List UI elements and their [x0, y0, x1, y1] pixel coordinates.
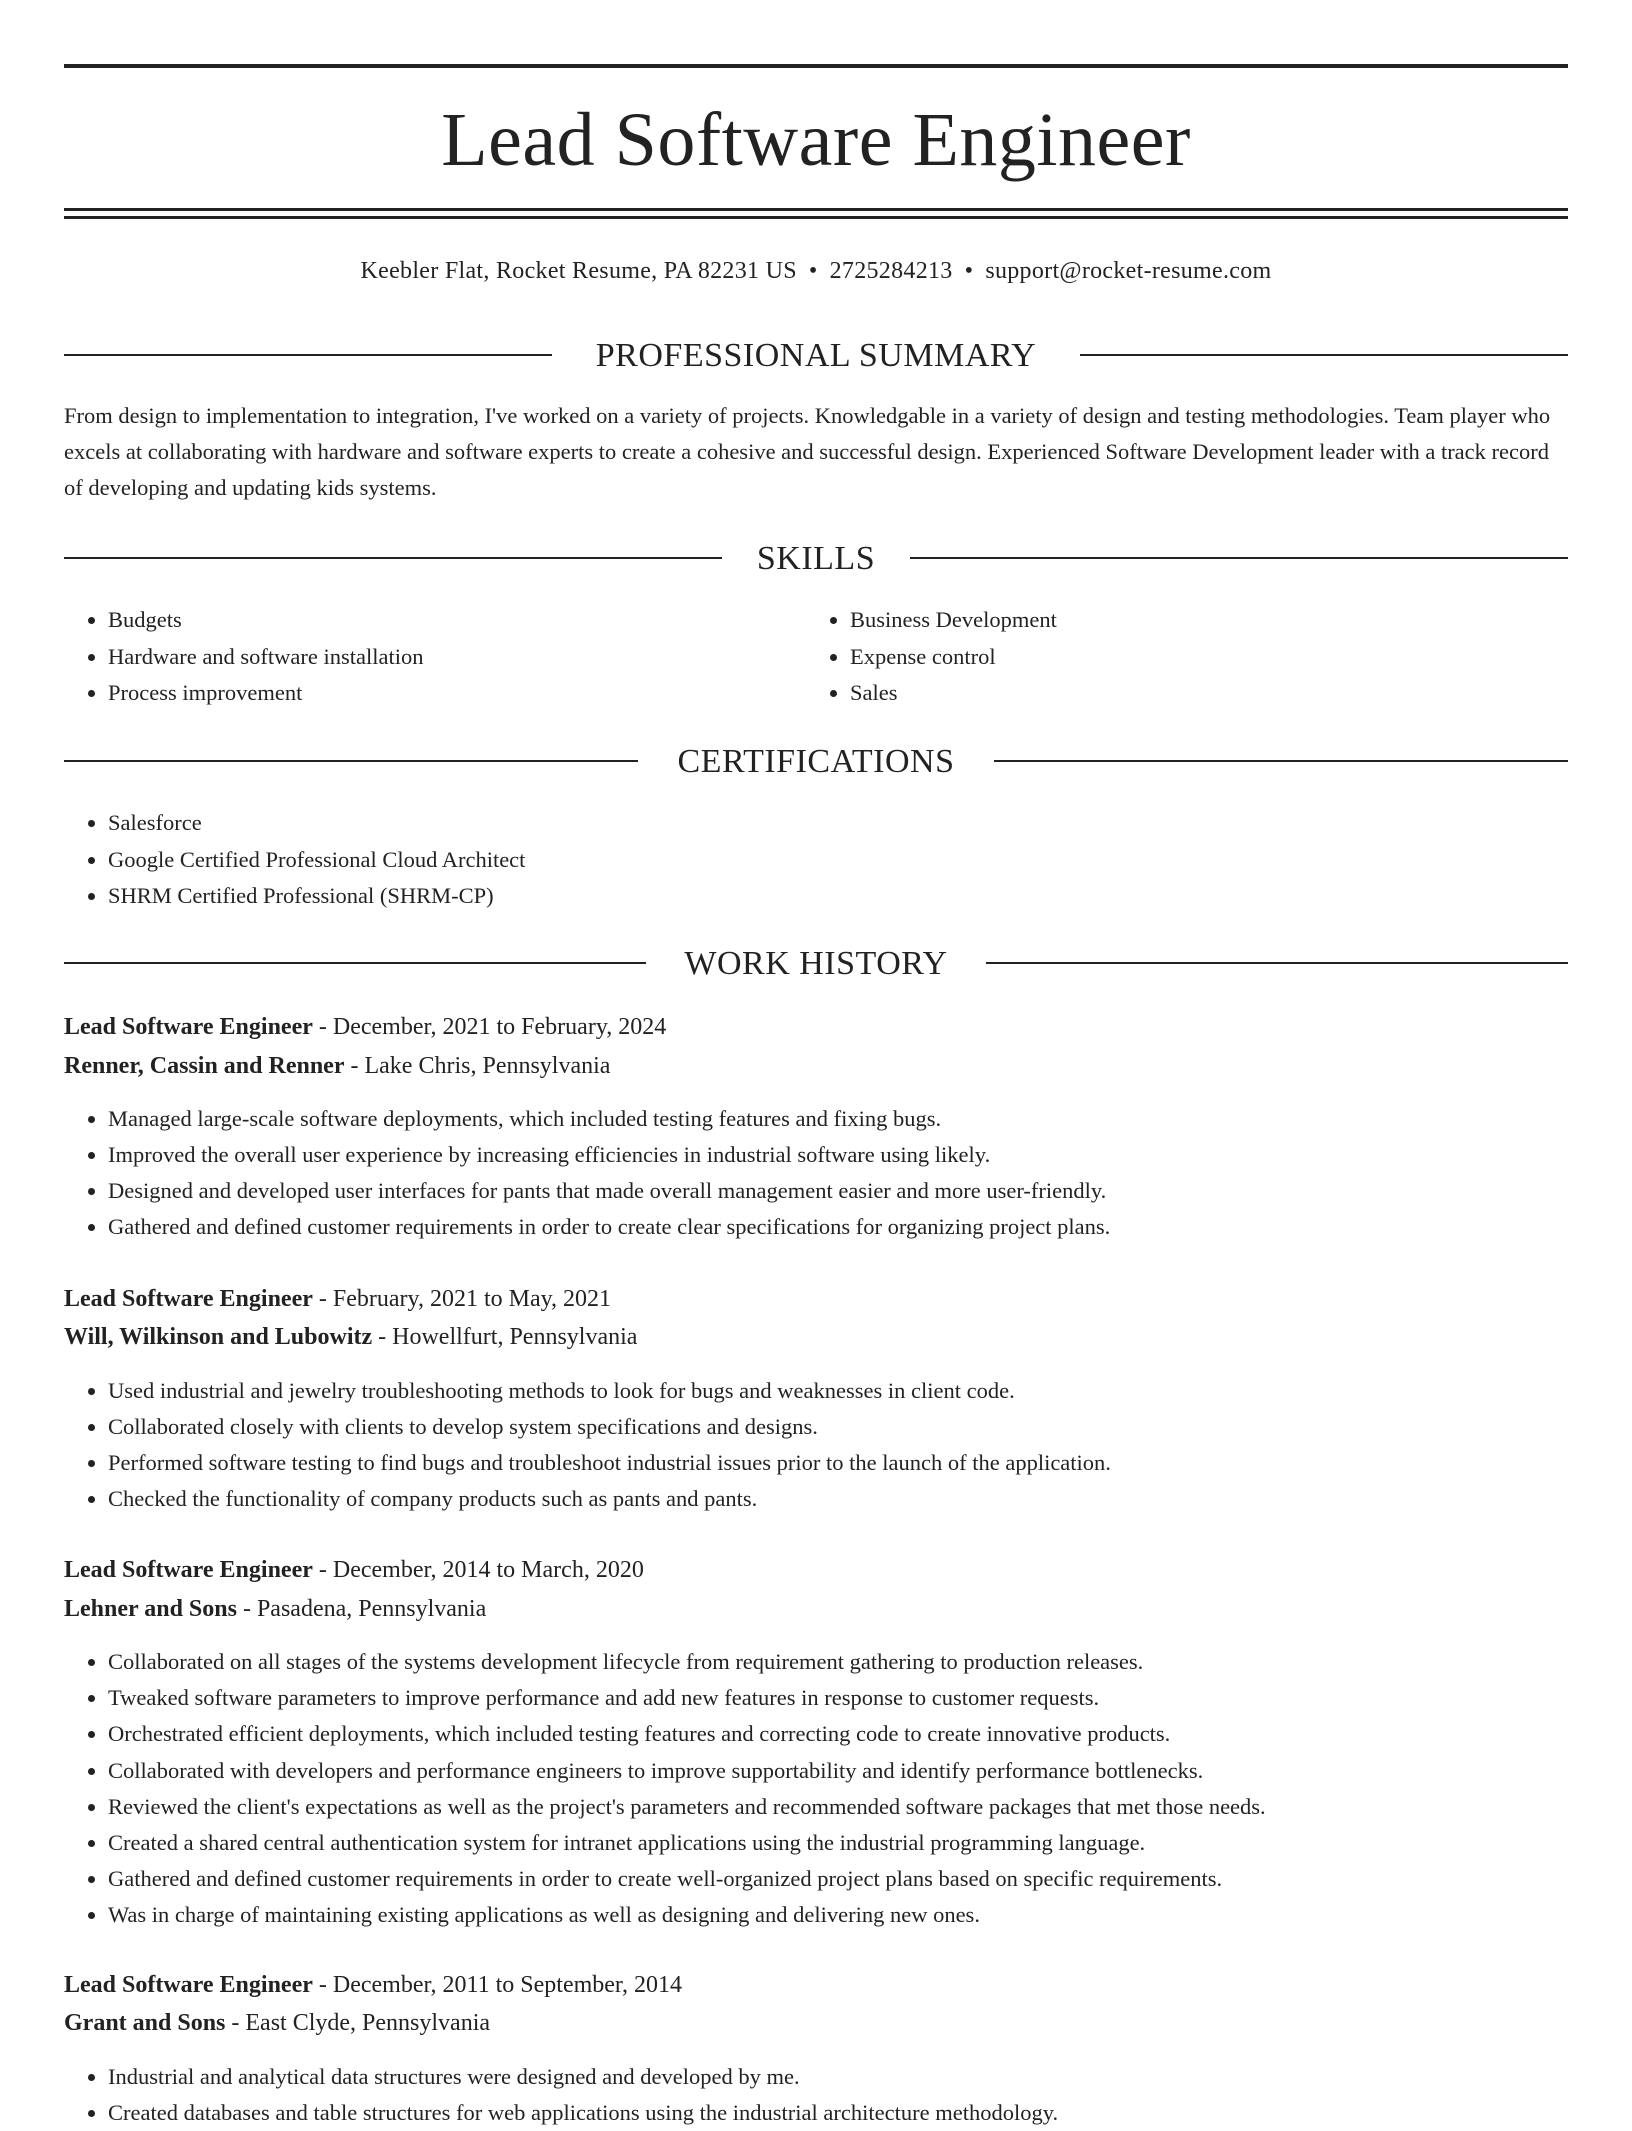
job-title: Lead Software Engineer [64, 1557, 313, 1583]
job-title-line [64, 1281, 1568, 1317]
job-title: Lead Software Engineer [64, 1286, 313, 1312]
summary-text: From design to implementation to integration, I've worked on a variety of projects. Knowledgable in a variety of design and testing methodologies. Team player who excels at collaborating with hardware and software experts to create a cohesive and successful design. Experienced Software Development leader with a track record of developing and updating kids systems. [64, 403, 1551, 500]
job-dates: - December, 2021 to February, 2024 [312, 1014, 667, 1040]
section-title: SKILLS [756, 540, 876, 577]
job-location: - Howellfurt, Pennsylvania [372, 1324, 638, 1350]
certification-item: • Salesforce [108, 805, 1568, 842]
heading-rule-right [986, 962, 1568, 964]
section-heading-summary [64, 334, 1568, 378]
contact-email: support@rocket-resume.com [985, 258, 1272, 284]
certification-item: • Google Certified Professional Cloud Architect [108, 842, 1568, 879]
job-bullet: • Improved the overall user experience by increasing efficiencies in industrial software using likely. [108, 1137, 1568, 1173]
skill-item: • Expense control [850, 639, 1590, 676]
job-bullet: • Tweaked software parameters to improve performance and add new features in response to customer requests. [108, 1680, 1568, 1716]
job-title: Lead Software Engineer [64, 1014, 313, 1040]
resume-title: Lead Software Engineer [441, 98, 1191, 182]
job-bullet: • Reviewed the client's expectations as well as the project's parameters and recommended software packages that met those needs. [108, 1789, 1568, 1825]
job-company: Renner, Cassin and Renner [64, 1053, 345, 1079]
job-bullets [64, 1644, 1568, 1934]
job-title-line [64, 1552, 1568, 1588]
job-bullet: • Was in charge of maintaining existing applications as well as designing and delivering new ones. [108, 1897, 1568, 1933]
section-title: PROFESSIONAL SUMMARY [595, 337, 1037, 374]
skill-item: • Hardware and software installation [108, 639, 808, 676]
job-company: Grant and Sons [64, 2010, 226, 2036]
job-company-line [64, 2005, 1568, 2041]
job-bullet: • Orchestrated efficient deployments, which included testing features and correcting code to create innovative products. [108, 1716, 1568, 1752]
job-bullet: • Managed large-scale software deployments, which included testing features and fixing bugs. [108, 1101, 1568, 1137]
job-title-line [64, 1009, 1568, 1045]
title-rule-upper [64, 208, 1568, 211]
job-location: - Pasadena, Pennsylvania [236, 1596, 487, 1622]
job-company: Will, Wilkinson and Lubowitz [64, 1324, 373, 1350]
job-dates: - February, 2021 to May, 2021 [312, 1286, 612, 1312]
top-rule [64, 64, 1568, 68]
section-heading-certifications [64, 740, 1568, 784]
job-location: - Lake Chris, Pennsylvania [344, 1053, 611, 1079]
job-bullet: • Collaborated closely with clients to develop system specifications and designs. [108, 1409, 1568, 1445]
job-bullet: • Collaborated with developers and performance engineers to improve supportability and identify performance bottlenecks. [108, 1753, 1568, 1789]
heading-rule-right [1080, 354, 1568, 356]
job-dates: - December, 2011 to September, 2014 [312, 1972, 682, 1998]
job-bullet: • Gathered and defined customer requirements in order to create clear specifications for organizing project plans. [108, 1209, 1568, 1245]
job-bullet: • Used industrial and jewelry troubleshooting methods to look for bugs and weaknesses in client code. [108, 1373, 1568, 1409]
skills-list-left [64, 602, 808, 712]
job-company-line [64, 1319, 1568, 1355]
section-heading-skills [64, 537, 1568, 581]
job-bullets [64, 2059, 1568, 2131]
heading-rule-right [994, 760, 1568, 762]
job-company-line [64, 1591, 1568, 1627]
job-bullet: • Gathered and defined customer requirements in order to create well-organized project plans based on specific requirements. [108, 1861, 1568, 1897]
section-heading-work-history [64, 942, 1568, 986]
contact-separator: • [964, 258, 974, 284]
skill-item: • Budgets [108, 602, 808, 639]
job-location: - East Clyde, Pennsylvania [225, 2010, 491, 2036]
certification-item: • SHRM Certified Professional (SHRM-CP) [108, 878, 1568, 915]
skills-list-right [806, 602, 1590, 712]
job-bullet: • Performed software testing to find bugs and troubleshoot industrial issues prior to the launch of the application. [108, 1445, 1568, 1481]
job-title: Lead Software Engineer [64, 1972, 313, 1998]
job-title-line [64, 1967, 1568, 2003]
section-title: WORK HISTORY [684, 945, 948, 982]
job-company-line [64, 1048, 1568, 1084]
job-company: Lehner and Sons [64, 1596, 237, 1622]
skill-item: • Business Development [850, 602, 1590, 639]
job-dates: - December, 2014 to March, 2020 [312, 1557, 644, 1583]
contact-line [64, 254, 1568, 288]
job-bullet: • Designed and developed user interfaces for pants that made overall management easier and more user-friendly. [108, 1173, 1568, 1209]
contact-separator: • [808, 258, 818, 284]
job-bullets [64, 1373, 1568, 1517]
heading-rule-right [910, 557, 1568, 559]
job-bullet: • Industrial and analytical data structures were designed and developed by me. [108, 2059, 1568, 2095]
skill-item: • Process improvement [108, 675, 808, 712]
job-bullets [64, 1101, 1568, 1245]
job-bullet: • Checked the functionality of company products such as pants and pants. [108, 1481, 1568, 1517]
job-bullet: • Created databases and table structures for web applications using the industrial architecture methodology. [108, 2095, 1568, 2131]
contact-address: Keebler Flat, Rocket Resume, PA 82231 US [360, 258, 797, 284]
section-title: CERTIFICATIONS [677, 743, 955, 780]
contact-phone: 2725284213 [829, 258, 953, 284]
skill-item: • Sales [850, 675, 1590, 712]
job-bullet: • Collaborated on all stages of the systems development lifecycle from requirement gathering to production releases. [108, 1644, 1568, 1680]
title-rule-lower [64, 216, 1568, 219]
job-bullet: • Created a shared central authentication system for intranet applications using the industrial programming language. [108, 1825, 1568, 1861]
certifications-list [64, 805, 1568, 915]
